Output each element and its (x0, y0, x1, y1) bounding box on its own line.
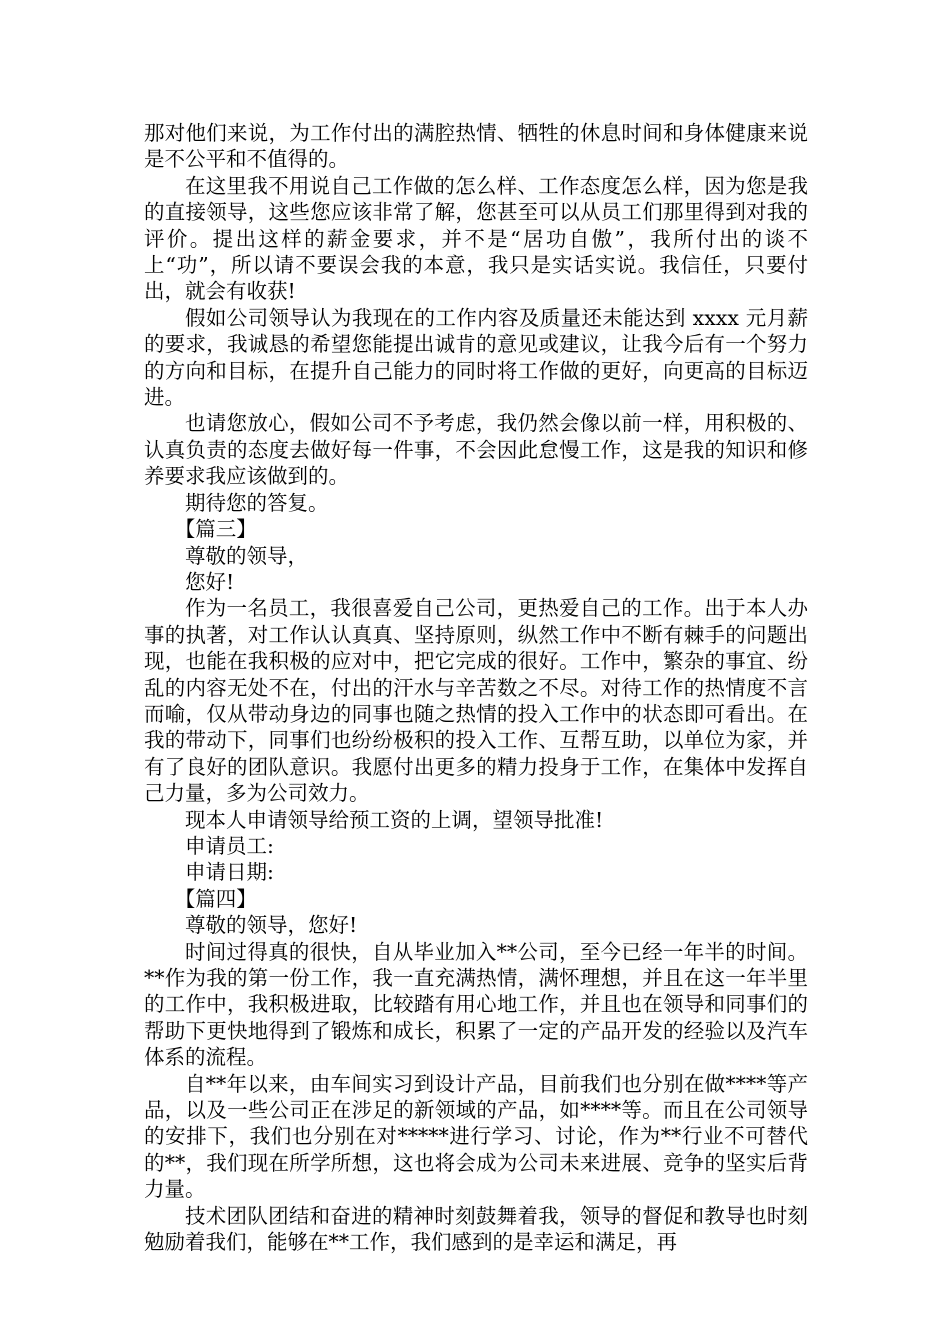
document-page (144, 120, 808, 1255)
greeting: 您好! (185, 569, 235, 594)
section-heading-part-three: 【篇三】 (174, 517, 257, 542)
salutation-greeting: 尊敬的领导，您好! (185, 913, 358, 938)
applicant-line: 申请员工: (185, 833, 274, 858)
date-line: 申请日期: (185, 860, 274, 885)
paragraph-work-attitude: 在这里我不用说自己工作做的怎么样、工作态度怎么样，因为您是我的直接领导，这些您应该非常了解，您甚至可以从员工们那里得到对我的评价。提出这样的薪金要求，并不是“居功自傲”，我所付出的谈不上“功”，所以请不要误会我的本意，我只是实话实说。我信任，只要付出，就会有收获! (144, 173, 808, 304)
paragraph-products: 自**年以来，由车间实习到设计产品，目前我们也分别在做****等产品，以及一些公司正在涉足的新领域的产品，如****等。而且在公司领导的安排下，我们也分别在对*****进行学习、讨论，作为**行业不可替代的**，我们现在所学所想，这也将会成为公司未来进展、竞争的坚实后背力量。 (144, 1071, 808, 1202)
paragraph-request: 现本人申请领导给预工资的上调，望领导批准! (185, 807, 604, 832)
section-heading-part-four: 【篇四】 (174, 886, 257, 911)
salutation: 尊敬的领导， (185, 543, 308, 568)
paragraph-reassurance: 也请您放心，假如公司不予考虑，我仍然会像以前一样，用积极的、认真负责的态度去做好每一件事，不会因此怠慢工作，这是我的知识和修养要求我应该做到的。 (144, 411, 808, 489)
paragraph-time-flies: 时间过得真的很快，自从毕业加入**公司，至今已经一年半的时间。**作为我的第一份工作，我一直充满热情，满怀理想，并且在这一年半里的工作中，我积极进取，比较踏有用心地工作，并且也在领导和同事们的帮助下更快地得到了锻炼和成长，积累了一定的产品开发的经验以及汽车体系的流程。 (144, 939, 808, 1070)
paragraph-team-spirit: 技术团队团结和奋进的精神时刻鼓舞着我，领导的督促和教导也时刻勉励着我们，能够在**工作，我们感到的是幸运和满足，再 (144, 1203, 808, 1255)
paragraph-closing: 期待您的答复。 (185, 490, 329, 515)
paragraph-employee-statement: 作为一名员工，我很喜爱自己公司，更热爱自己的工作。出于本人办事的执著，对工作认认真真、坚持原则，纵然工作中不断有棘手的问题出现，也能在我积极的应对中，把它完成的很好。工作中，繁杂的事宜、纷乱的内容无处不在，付出的汗水与辛苦数之不尽。对待工作的热情度不言而喻，仅从带动身边的同事也随之热情的投入工作中的状态即可看出。在我的带动下，同事们也纷纷极积的投入工作、互帮互助，以单位为家，并有了良好的团队意识。我愿付出更多的精力投身于工作，在集体中发挥自己力量，多为公司效力。 (144, 596, 808, 806)
paragraph-continuation: 那对他们来说，为工作付出的满腔热情、牺牲的休息时间和身体健康来说是不公平和不值得的。 (144, 121, 808, 172)
paragraph-salary-requirement: 假如公司领导认为我现在的工作内容及质量还未能达到 xxxx 元月薪的要求，我诚恳的希望您能提出诚肯的意见或建议，让我今后有一个努力的方向和目标，在提升自己能力的同时将工作做的更好，向更高的目标迈进。 (144, 305, 808, 410)
